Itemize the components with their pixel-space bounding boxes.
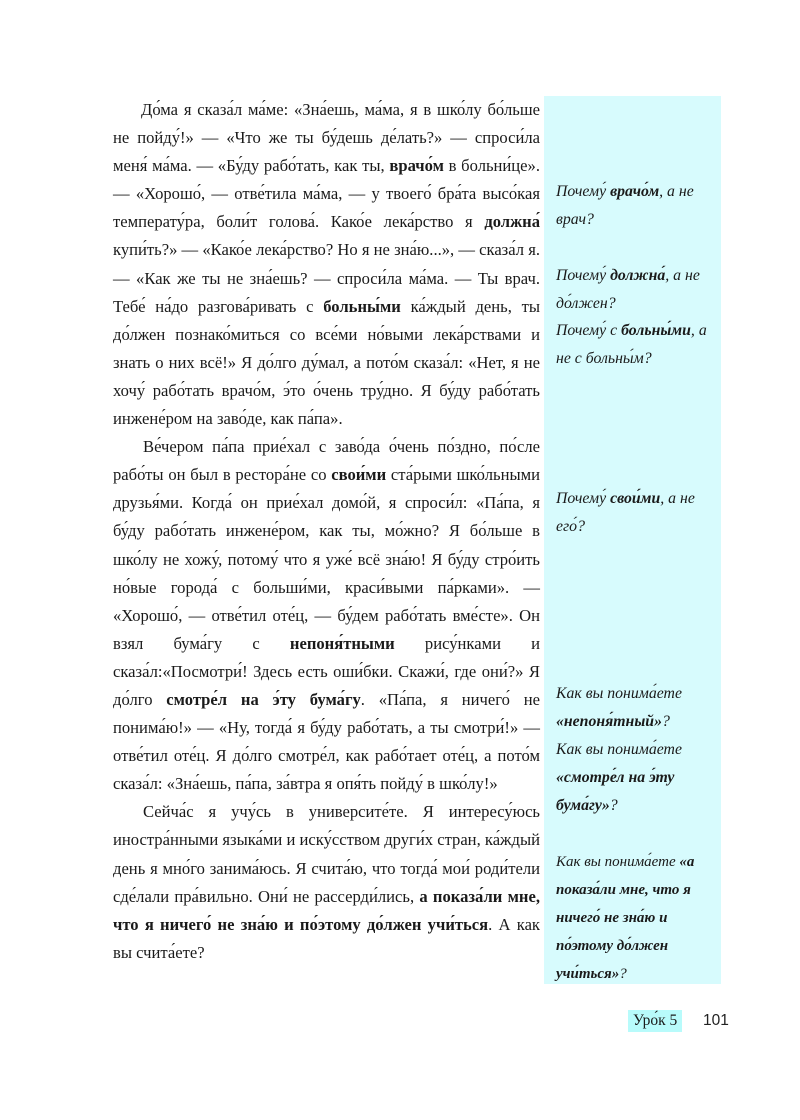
bold-word-bolnymi: больны́ми — [323, 296, 401, 316]
question-text: , а не с больны́м? — [556, 322, 707, 368]
question-keyword: «а показа́ли мне, что я ничего́ не зна́ю и по́этому до́лжен учи́ться» — [556, 854, 695, 983]
lesson-label: Уро́к 5 — [628, 1010, 682, 1032]
bold-phrase-smotrel: смотре́л на э́ту бума́гу — [166, 689, 361, 709]
question-vrachom — [556, 178, 718, 234]
question-smotrel — [556, 736, 718, 820]
text-run: Ве́чером па́па прие́хал с заво́да о́чень по́здно, по́сле рабо́ты он был в рестора́не со — [113, 437, 540, 485]
bold-word-neponyatnymi: непоня́тными — [289, 633, 395, 653]
question-text: , а не до́лжен? — [556, 267, 700, 313]
question-text: Как вы понима́ете — [556, 854, 680, 870]
question-text: Почему́ — [556, 490, 611, 507]
text-run: . А как вы счита́ете? — [113, 914, 540, 962]
question-text: Почему́ — [556, 267, 611, 284]
question-text: Почему́ с — [556, 322, 622, 339]
question-keyword: свои́ми — [610, 490, 661, 507]
bold-phrase-pokazali: а показа́ли мне, что я ничего́ не зна́ю и по́этому до́лжен учи́ться — [113, 886, 540, 934]
question-neponyatnyi — [556, 680, 718, 736]
text-run: в больни́це». — «Хорошо́, — отве́тила ма́ма, — у твоего́ бра́та высо́кая температу́ра, боли́т голова́. Како́е лека́рство я — [113, 156, 540, 232]
question-text: Как вы понима́ете — [556, 741, 682, 758]
text-run: купи́ть?» — «Како́е лека́рство? Но я не зна́ю...», — сказа́л я. — «Как же ты не зна́ешь? — спроси́ла ма́ма. — Ты врач. Тебе́ на́до разгова́ривать с — [113, 240, 540, 316]
question-text: Как вы понима́ете — [556, 685, 682, 702]
question-text: ? — [619, 966, 627, 983]
question-keyword: «смотре́л на э́ту бума́гу» — [556, 769, 675, 815]
question-keyword: должна́ — [610, 267, 666, 284]
margin-questions-panel — [544, 96, 721, 984]
paragraph-2 — [113, 433, 540, 798]
bold-word-vrachom: врачо́м — [389, 156, 444, 176]
question-bolnymi — [556, 317, 718, 373]
question-keyword: больны́ми — [621, 322, 691, 339]
bold-word-dolzhna: должна́ — [484, 212, 540, 232]
question-text: ? — [609, 797, 618, 815]
question-pokazali — [556, 848, 718, 988]
question-text: ? — [661, 713, 670, 731]
text-run: До́ма я сказа́л ма́ме: «Зна́ешь, ма́ма, я в шко́лу бо́льше не пойду́!» — «Что же ты бу́дешь де́лать?» — спроси́ла меня́ ма́ма. — «Бу́ду рабо́тать, как ты, — [113, 100, 540, 176]
question-text: , а не врач? — [556, 183, 694, 229]
question-text: Почему́ — [556, 183, 611, 200]
question-svoimi — [556, 485, 718, 541]
text-run: Сейча́с я учу́сь в университе́те. Я интересу́юсь иностра́нными языка́ми и иску́сством други́х стран, ка́ждый день я мно́го занима́юсь. Я счита́ю, что тогда́ мои́ роди́тели сде́лали пра́вильно. Они́ не рассерди́лись, — [113, 802, 540, 906]
question-keyword: «непоня́тный» — [556, 713, 662, 731]
paragraph-3 — [113, 798, 540, 967]
question-text: , а не его́? — [556, 490, 695, 536]
text-run: рису́нками и сказа́л:«Посмотри́! Здесь есть оши́бки. Скажи́, где они́?» Я до́лго — [113, 633, 541, 709]
question-keyword: врачо́м — [610, 183, 660, 200]
bold-word-svoimi: свои́ми — [331, 465, 387, 485]
page-number: 101 — [703, 1012, 729, 1029]
main-text — [113, 96, 540, 967]
paragraph-1 — [113, 96, 540, 433]
text-run: ста́рыми шко́льными друзья́ми. Когда́ он прие́хал домо́й, я спроси́л: «Па́па, я бу́ду рабо́тать инжене́ром, как ты, мо́жно? Я бо́льше в шко́лу не хожу́, потому́ что я уже́ всё зна́ю! Я бу́ду стро́ить но́вые города́ с больши́ми, краси́выми па́рками». — «Хорошо́, — отве́тил оте́ц, — бу́дем рабо́тать вме́сте». Он взял бума́гу с — [113, 465, 540, 653]
text-run: ка́ждый день, ты до́лжен познако́миться со все́ми но́выми лека́рствами и знать о них всё!» Я до́лго ду́мал, а пото́м сказа́л: «Нет, я не хочу́ рабо́тать врачо́м, э́то о́чень тру́дно. Я бу́ду рабо́тать инжене́ром на заво́де, как па́па». — [113, 296, 540, 429]
question-dolzhna — [556, 262, 718, 318]
text-run: . «Па́па, я ничего́ не понима́ю!» — «Ну, тогда́ я бу́ду рабо́тать, а ты смотри́!» — отве́тил оте́ц. Я до́лго смотре́л, как рабо́тает оте́ц, а пото́м сказа́л: «Зна́ешь, па́па, за́втра я опя́ть пойду́ в шко́лу!» — [113, 689, 540, 794]
